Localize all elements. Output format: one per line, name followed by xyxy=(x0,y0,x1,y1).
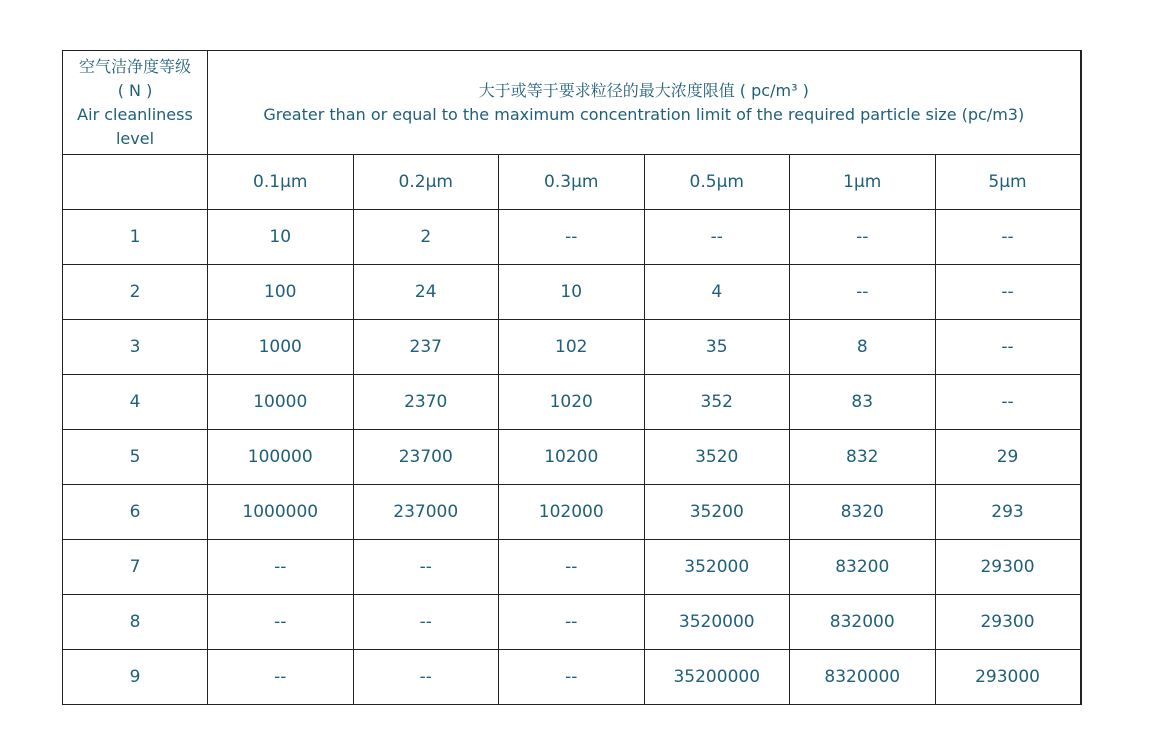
concentration-cell: 1000 xyxy=(208,320,354,375)
particle-size-cell: 0.3μm xyxy=(499,155,645,210)
concentration-cell: 8320 xyxy=(790,485,936,540)
concentration-cell: 102000 xyxy=(499,485,645,540)
particle-size-cell: 0.2μm xyxy=(353,155,499,210)
concentration-cell: 1000000 xyxy=(208,485,354,540)
table-row xyxy=(63,375,1081,430)
concentration-cell: -- xyxy=(353,650,499,705)
concentration-cell: 10200 xyxy=(499,430,645,485)
concentration-cell: -- xyxy=(935,320,1081,375)
concentration-cell: 35200000 xyxy=(644,650,790,705)
concentration-cell: 100000 xyxy=(208,430,354,485)
level-cell: 3 xyxy=(63,320,208,375)
concentration-cell: 293 xyxy=(935,485,1081,540)
concentration-cell: -- xyxy=(208,595,354,650)
table-row xyxy=(63,430,1081,485)
table-row xyxy=(63,320,1081,375)
size-row-label-cell xyxy=(63,155,208,210)
concentration-cell: -- xyxy=(353,595,499,650)
concentration-cell: -- xyxy=(790,210,936,265)
header-row xyxy=(63,51,1081,155)
table-row xyxy=(63,650,1081,705)
concentration-cell: -- xyxy=(353,540,499,595)
concentration-cell: 832 xyxy=(790,430,936,485)
concentration-cell: 23700 xyxy=(353,430,499,485)
cleanliness-table xyxy=(62,50,1082,705)
level-cell: 8 xyxy=(63,595,208,650)
limit-header-en: Greater than or equal to the maximum concentration limit of the required particle size (pc/m3) xyxy=(263,104,1025,124)
concentration-cell: 3520 xyxy=(644,430,790,485)
cleanliness-table-container xyxy=(62,50,1082,705)
concentration-cell: 83200 xyxy=(790,540,936,595)
concentration-cell: -- xyxy=(935,265,1081,320)
concentration-cell: 10 xyxy=(208,210,354,265)
concentration-cell: 24 xyxy=(353,265,499,320)
level-cell: 6 xyxy=(63,485,208,540)
concentration-cell: 10 xyxy=(499,265,645,320)
concentration-cell: 8 xyxy=(790,320,936,375)
concentration-cell: 10000 xyxy=(208,375,354,430)
concentration-cell: 2370 xyxy=(353,375,499,430)
table-row xyxy=(63,540,1081,595)
concentration-cell: 8320000 xyxy=(790,650,936,705)
table-row xyxy=(63,595,1081,650)
table-row xyxy=(63,210,1081,265)
concentration-cell: -- xyxy=(499,540,645,595)
concentration-cell: -- xyxy=(790,265,936,320)
level-cell: 7 xyxy=(63,540,208,595)
table-row xyxy=(63,485,1081,540)
level-cell: 9 xyxy=(63,650,208,705)
concentration-cell: 4 xyxy=(644,265,790,320)
level-cell: 2 xyxy=(63,265,208,320)
concentration-cell: 3520000 xyxy=(644,595,790,650)
particle-size-cell: 1μm xyxy=(790,155,936,210)
concentration-cell: 29 xyxy=(935,430,1081,485)
concentration-cell: 352 xyxy=(644,375,790,430)
class-header-en-line1: Air cleanliness xyxy=(77,104,193,124)
concentration-cell: 83 xyxy=(790,375,936,430)
concentration-cell: -- xyxy=(208,650,354,705)
table-row xyxy=(63,265,1081,320)
concentration-cell: -- xyxy=(935,210,1081,265)
particle-size-cell: 0.5μm xyxy=(644,155,790,210)
concentration-cell: 352000 xyxy=(644,540,790,595)
concentration-cell: 35200 xyxy=(644,485,790,540)
concentration-cell: -- xyxy=(935,375,1081,430)
concentration-cell: 237 xyxy=(353,320,499,375)
limit-header-zh: 大于或等于要求粒径的最大浓度限值 ( pc/m³ ) xyxy=(478,80,809,100)
class-header-cell xyxy=(63,51,208,155)
concentration-cell: -- xyxy=(208,540,354,595)
class-header-symbol: ( N ) xyxy=(117,80,153,100)
class-header-en-line2: level xyxy=(115,128,155,148)
concentration-cell: -- xyxy=(499,595,645,650)
particle-size-cell: 5μm xyxy=(935,155,1081,210)
concentration-cell: 293000 xyxy=(935,650,1081,705)
concentration-cell: 2 xyxy=(353,210,499,265)
level-cell: 1 xyxy=(63,210,208,265)
concentration-cell: 100 xyxy=(208,265,354,320)
concentration-cell: -- xyxy=(499,210,645,265)
level-cell: 4 xyxy=(63,375,208,430)
concentration-cell: 832000 xyxy=(790,595,936,650)
limit-header-cell xyxy=(208,51,1081,155)
concentration-cell: 29300 xyxy=(935,595,1081,650)
concentration-cell: 1020 xyxy=(499,375,645,430)
concentration-cell: -- xyxy=(644,210,790,265)
concentration-cell: 35 xyxy=(644,320,790,375)
concentration-cell: -- xyxy=(499,650,645,705)
concentration-cell: 29300 xyxy=(935,540,1081,595)
concentration-cell: 237000 xyxy=(353,485,499,540)
class-header-zh: 空气洁净度等级 xyxy=(78,56,191,76)
particle-size-cell: 0.1μm xyxy=(208,155,354,210)
concentration-cell: 102 xyxy=(499,320,645,375)
level-cell: 5 xyxy=(63,430,208,485)
particle-size-row xyxy=(63,155,1081,210)
